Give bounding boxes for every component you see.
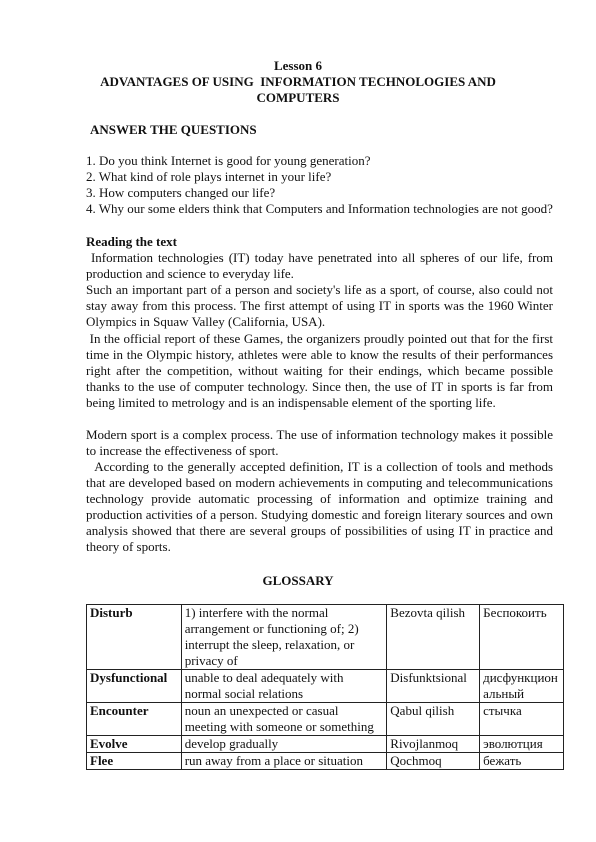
glossary-russian: дисфункциональный [480,670,564,703]
glossary-term: Flee [87,753,182,770]
glossary-uzbek: Qabul qilish [387,703,480,736]
glossary-uzbek: Bezovta qilish [387,605,480,670]
question-2: 2. What kind of role plays internet in your life? [86,169,332,184]
glossary-russian: Беспокоить [480,605,564,670]
question-3: 3. How computers changed our life? [86,185,276,200]
glossary-uzbek: Disfunktsional [387,670,480,703]
glossary-definition: run away from a place or situation [181,753,387,770]
question-1: 1. Do you think Internet is good for young generation? [86,153,371,168]
reading-heading: Reading the text [86,234,177,249]
glossary-uzbek: Qochmoq [387,753,480,770]
glossary-term: Evolve [87,736,182,753]
reading-paragraph-2: Such an important part of a person and society's life as a sport, of course, also could not stay away from this process. The first attempt of using IT in sports was the 1960 Winter Olympics in Squaw Valley (California, USA). [86,282,553,330]
glossary-definition: 1) interfere with the normal arrangement or functioning of; 2) interrupt the sleep, relaxation, or privacy of [181,605,387,670]
reading-paragraph-5: According to the generally accepted definition, IT is a collection of tools and methods that are developed based on modern achievements in computing and telecommunications technology provide automatic processing of information and optimize training and production activities of a person. Studying domestic and foreign literary sources and own analysis showed that there are several groups of possibilities of using IT in practice and theory of sports. [86,459,557,555]
lesson-title-line-2: COMPUTERS [256,90,340,105]
glossary-definition: develop gradually [181,736,387,753]
glossary-russian: бежать [480,753,564,770]
question-4: 4. Why our some elders think that Computers and Information technologies are not good? [86,201,553,216]
glossary-definition: noun an unexpected or casual meeting with someone or something [181,703,387,736]
glossary-term: Encounter [87,703,182,736]
glossary-table [86,604,564,770]
glossary-definition: unable to deal adequately with normal social relations [181,670,387,703]
table-row [87,670,564,703]
glossary-uzbek: Rivojlanmoq [387,736,480,753]
glossary-russian: эволютция [480,736,564,753]
glossary-term: Dysfunctional [87,670,182,703]
reading-paragraph-1: Information technologies (IT) today have penetrated into all spheres of our life, from production and science to everyday life. [86,250,557,282]
reading-paragraph-3: In the official report of these Games, the organizers proudly pointed out that for the first time in the Olympic history, athletes were able to know the results of their performances right after the competition, without waiting for their endings, which became possible thanks to the use of computer technology. Since then, the use of IT in sports is far from being limited to metrology and is an indispensable element of the sporting life. [86,331,557,411]
table-row [87,703,564,736]
glossary-term: Disturb [87,605,182,670]
lesson-number: Lesson 6 [273,58,323,73]
glossary-russian: стычка [480,703,564,736]
table-row [87,753,564,770]
reading-paragraph-4: Modern sport is a complex process. The use of information technology makes it possible to increase the effectiveness of sport. [86,427,553,459]
lesson-title-line-1: ADVANTAGES OF USING INFORMATION TECHNOLOGIES AND [100,74,496,89]
table-row [87,605,564,670]
glossary-title: GLOSSARY [262,573,334,588]
table-row [87,736,564,753]
questions-heading: ANSWER THE QUESTIONS [90,122,257,137]
